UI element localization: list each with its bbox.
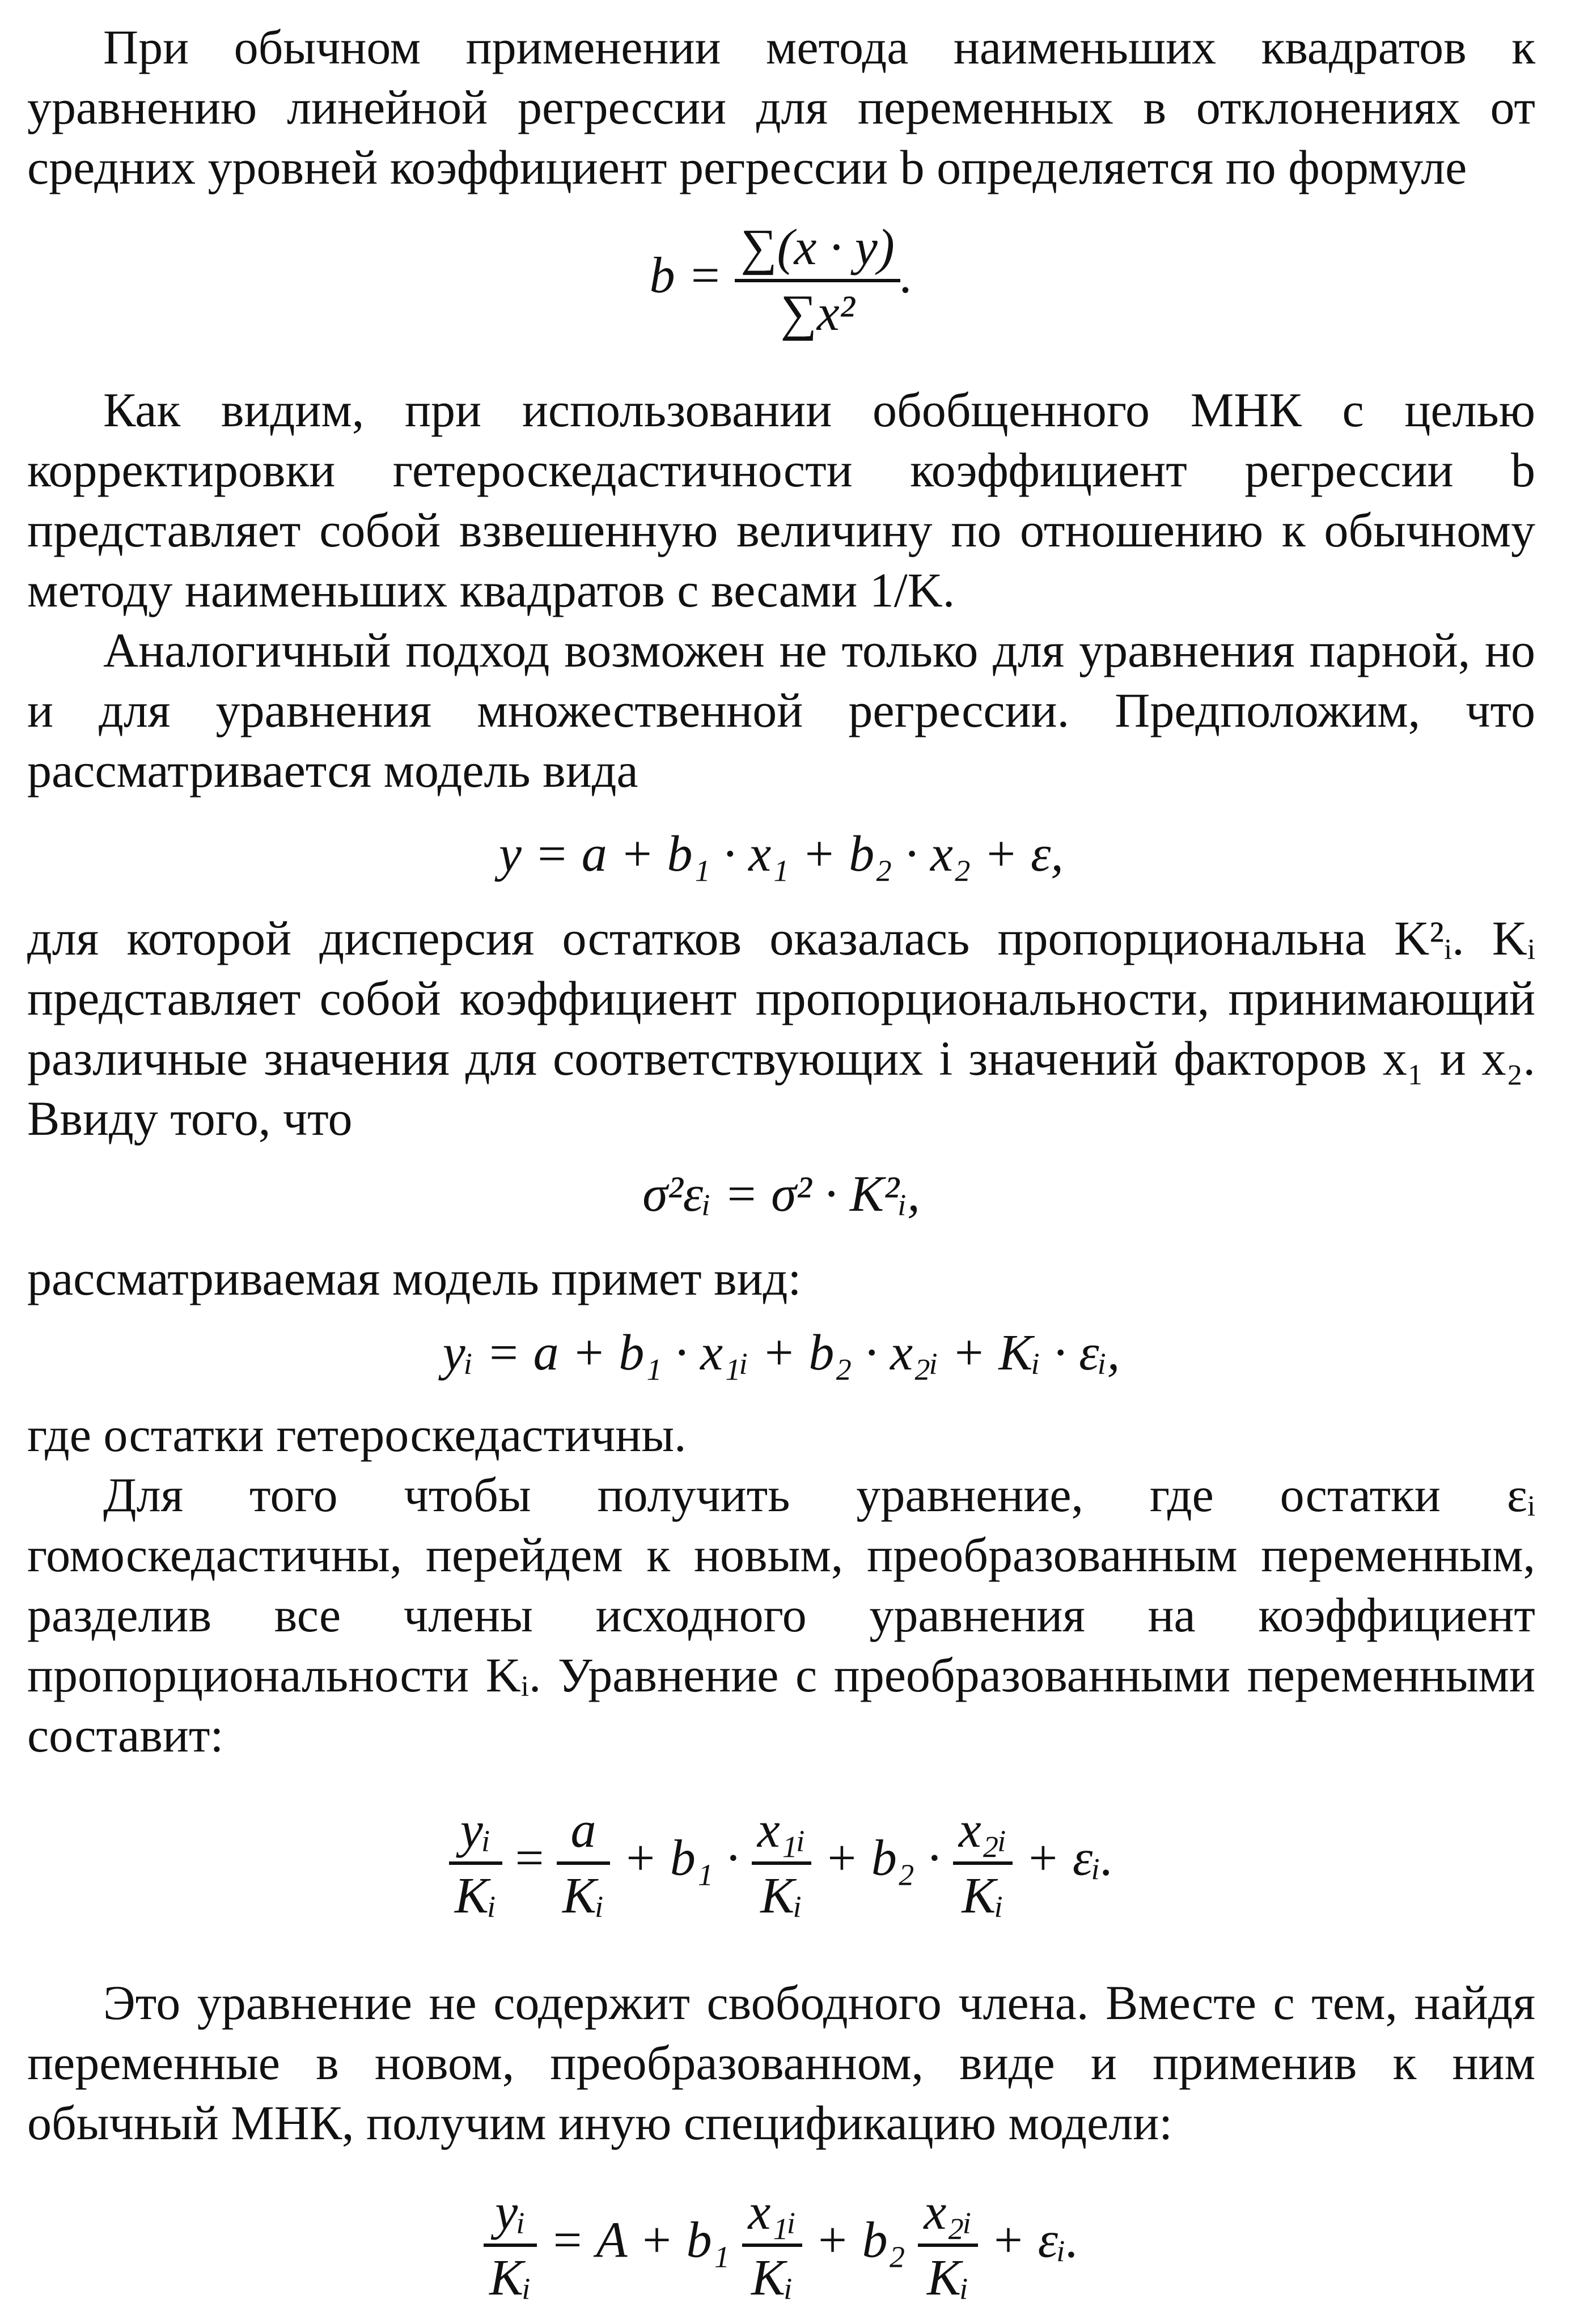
f6-lhs-den: Kᵢ [489, 2250, 532, 2306]
f6-term2-fraction [742, 2181, 802, 2309]
paragraph-8: Это уравнение не содержит свободного члена. Вместе с тем, найдя переменные в новом, преобразованном, виде и применив к ним обычный МНК, получим иную спецификацию модели: [27, 1975, 1535, 2150]
f5-term2-num: x₁ᵢ [752, 1799, 811, 1865]
f5-term2-den: Kᵢ [760, 1868, 803, 1924]
f5-term1-fraction [557, 1799, 610, 1927]
paragraph-2: Как видим, при использовании обобщенного МНК с целью корректировки гетероскедастичности коэффициент регрессии b представляет собой взвешенную величину по отношению к обычному методу наименьших квадратов с весами 1/K. [27, 383, 1535, 617]
f6-lhs-fraction [484, 2181, 537, 2309]
formula-respecified [27, 2181, 1535, 2309]
formula-b-ols [27, 217, 1535, 345]
f6-term3-num: x₂ᵢ [918, 2181, 977, 2247]
formula-b-ols-tail: . [900, 247, 913, 304]
f6-term3-fraction [918, 2181, 977, 2309]
f5-tail: + εᵢ. [1025, 1830, 1114, 1886]
f5-lhs-num: yᵢ [449, 1799, 502, 1865]
formula-transformed [27, 1799, 1535, 1927]
formula-model-heteroscedastic: yᵢ = a + b₁ · x₁ᵢ + b₂ · x₂ᵢ + Kᵢ · εᵢ, [442, 1325, 1120, 1381]
formula-model: y = a + b₁ · x₁ + b₂ · x₂ + ε, [499, 826, 1064, 882]
formula-b-ols-denominator: ∑x² [780, 285, 855, 341]
f6-b2: + b₂ [815, 2212, 905, 2268]
paragraph-6: где остатки гетероскедастичны. [27, 1407, 687, 1462]
f5-equals: = [515, 1830, 544, 1886]
f5-term1-num: a [557, 1799, 610, 1865]
f6-term2-num: x₁ᵢ [742, 2181, 802, 2247]
f5-term2-fraction [752, 1799, 811, 1927]
formula-b-ols-numerator: ∑(x · y) [735, 217, 900, 282]
f5-term3-num: x₂ᵢ [953, 1799, 1013, 1865]
formula-b-ols-lhs: b = [649, 247, 722, 304]
f5-term1-den: Kᵢ [562, 1868, 605, 1924]
formula-b-ols-fraction [735, 217, 900, 345]
paragraph-5: рассматриваемая модель примет вид: [27, 1251, 802, 1305]
f5-b2: + b₂ · [824, 1830, 941, 1886]
f6-tail: + εᵢ. [990, 2212, 1079, 2268]
formula-variance: σ²εᵢ = σ² · K²ᵢ, [642, 1166, 920, 1222]
paragraph-3: Аналогичный подход возможен не только для уравнения парной, но и для уравнения множественной регрессии. Предположим, что рассматривается модель вида [27, 623, 1535, 798]
f6-lhs-num: yᵢ [484, 2181, 537, 2247]
document-page [27, 17, 1535, 2309]
f6-term2-den: Kᵢ [751, 2250, 794, 2306]
f6-term3-den: Kᵢ [927, 2250, 969, 2306]
f5-b1: + b₁ · [623, 1830, 739, 1886]
f5-term3-fraction [953, 1799, 1013, 1927]
paragraph-1: При обычном применении метода наименьших квадратов к уравнению линейной регрессии для переменных в отклонениях от средних уровней коэффициент регрессии b определяется по формуле [27, 20, 1535, 194]
f5-lhs-fraction [449, 1799, 502, 1927]
f5-term3-den: Kᵢ [962, 1868, 1004, 1924]
f5-lhs-den: Kᵢ [454, 1868, 497, 1924]
f6-mid: = A + b₁ [549, 2212, 730, 2268]
paragraph-7: Для того чтобы получить уравнение, где остатки εᵢ гомоскедастичны, перейдем к новым, преобразованным переменным, разделив все члены исходного уравнения на коэффициент пропорциональности Kᵢ. Уравнение с преобразованными переменными составит: [27, 1468, 1535, 1762]
paragraph-4: для которой дисперсия остатков оказалась пропорциональна K²ᵢ. Kᵢ представляет собой коэффициент пропорциональности, принимающий различные значения для соответствующих i значений факторов x₁ и x₂. Ввиду того, что [27, 911, 1535, 1146]
